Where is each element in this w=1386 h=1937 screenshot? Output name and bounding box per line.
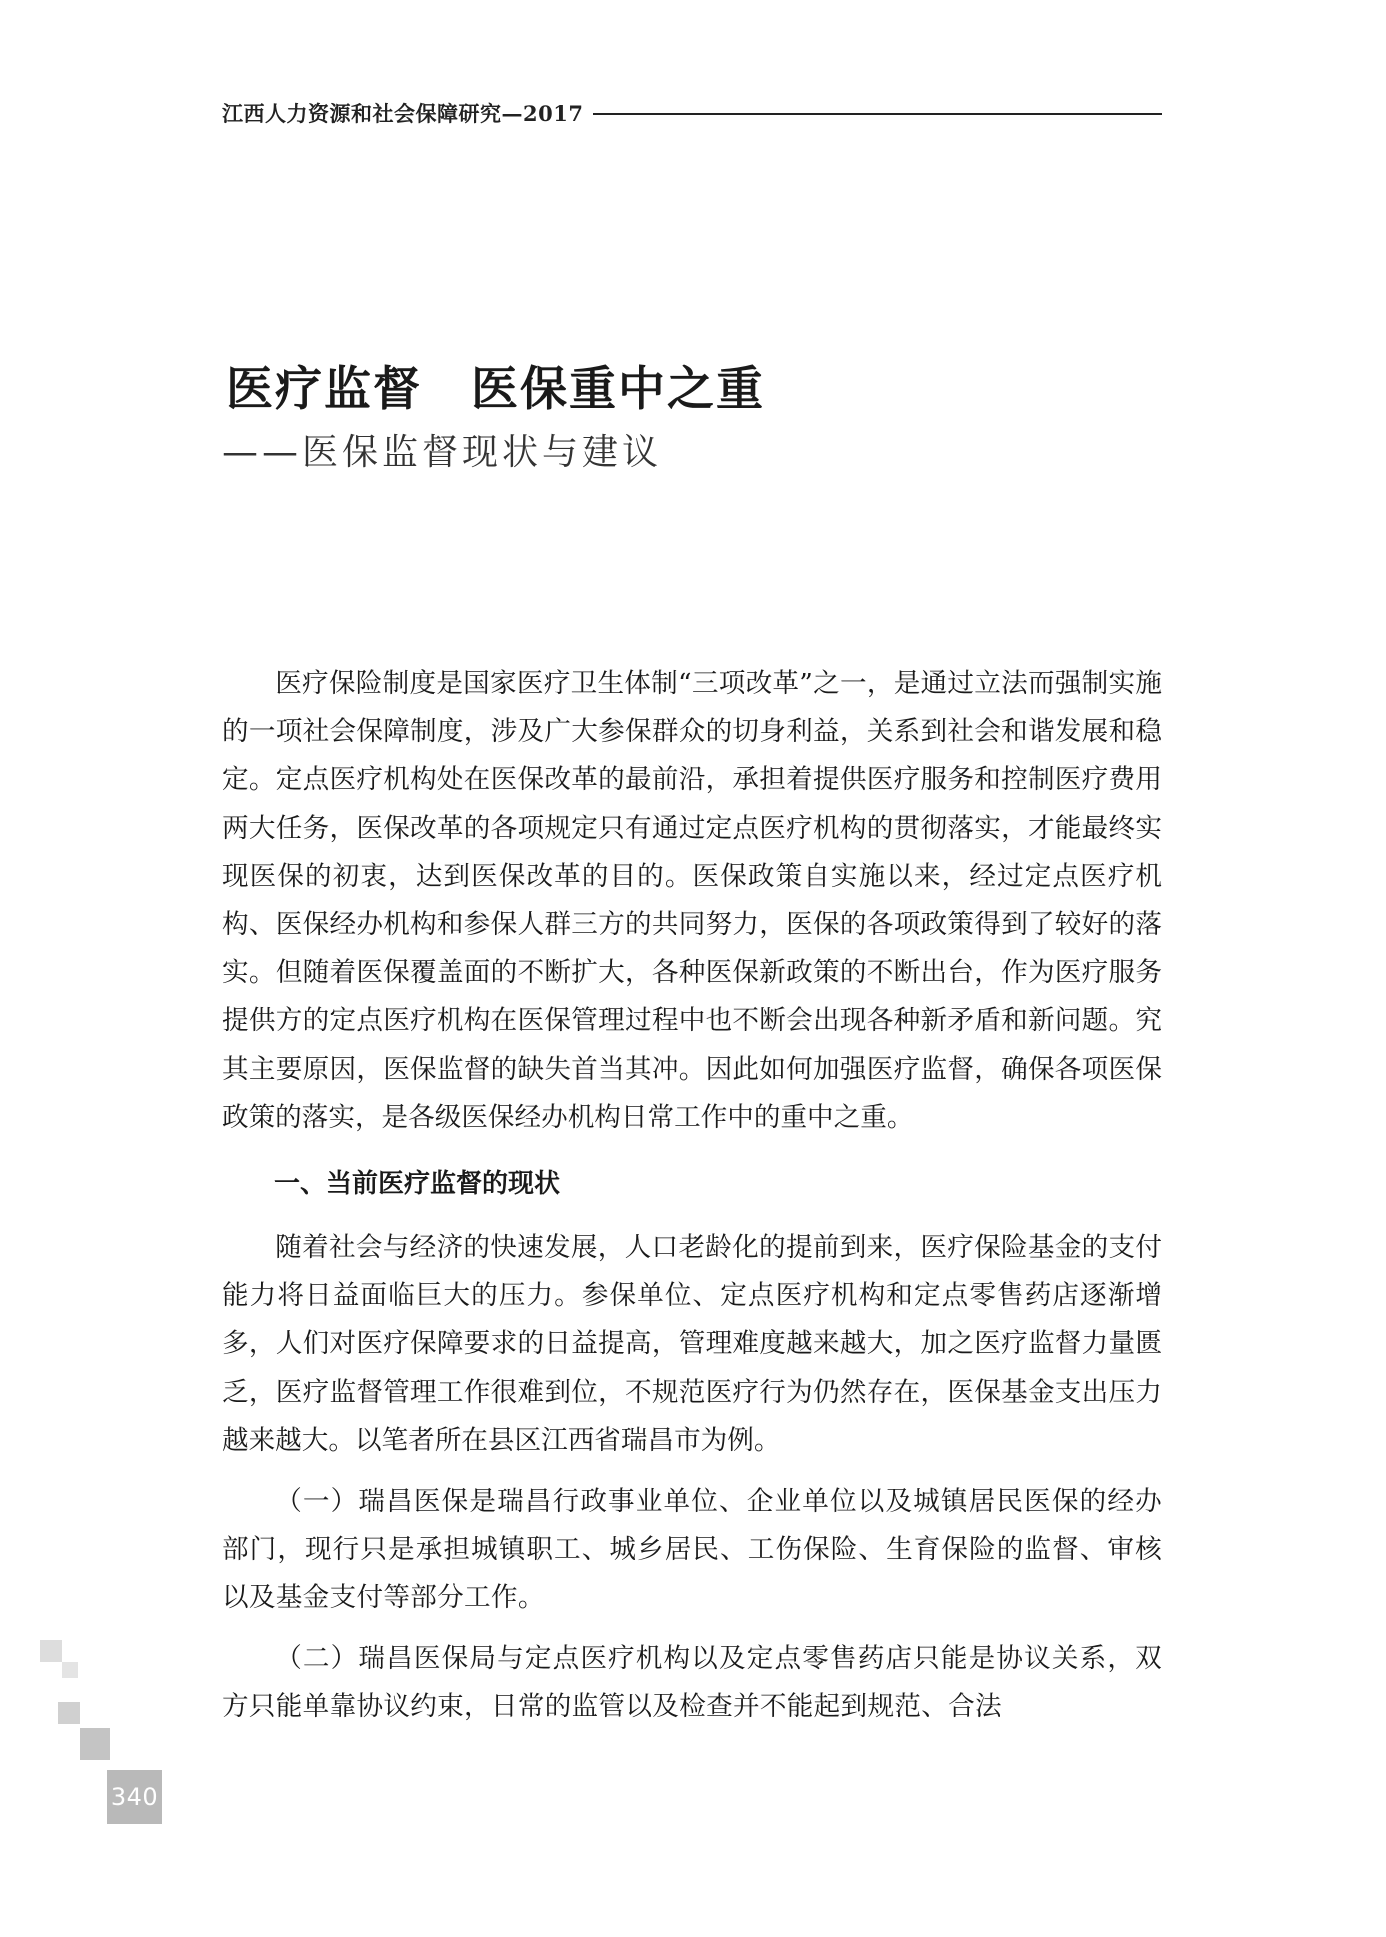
- intro-paragraph: 医疗保险制度是国家医疗卫生体制“三项改革”之一，是通过立法而强制实施的一项社会保障制度，涉及广大参保群众的切身利益，关系到社会和谐发展和稳定。定点医疗机构处在医保改革的最前沿，承担着提供医疗服务和控制医疗费用两大任务，医保改革的各项规定只有通过定点医疗机构的贯彻落实，才能最终实现医保的初衷，达到医保改革的目的。医保政策自实施以来，经过定点医疗机构、医保经办机构和参保人群三方的共同努力，医保的各项政策得到了较好的落实。但随着医保覆盖面的不断扩大，各种医保新政策的不断出台，作为医疗服务提供方的定点医疗机构在医保管理过程中也不断会出现各种新矛盾和新问题。究其主要原因，医保监督的缺失首当其冲。因此如何加强医疗监督，确保各项医保政策的落实，是各级医保经办机构日常工作中的重中之重。: [222, 668, 1162, 1133]
- running-header-title: 江西人力资源和社会保障研究—2017: [222, 101, 584, 126]
- list-item-1: （一）瑞昌医保是瑞昌行政事业单位、企业单位以及城镇居民医保的经办部门，现行只是承担城镇职工、城乡居民、工伤保险、生育保险的监督、审核以及基金支付等部分工作。: [222, 1486, 1162, 1613]
- section-intro-paragraph: 随着社会与经济的快速发展，人口老龄化的提前到来，医疗保险基金的支付能力将日益面临巨大的压力。参保单位、定点医疗机构和定点零售药店逐渐增多，人们对医疗保障要求的日益提高，管理难度越来越大，加之医疗监督力量匮乏，医疗监督管理工作很难到位，不规范医疗行为仍然存在，医保基金支出压力越来越大。以笔者所在县区江西省瑞昌市为例。: [222, 1232, 1162, 1456]
- article-subtitle: ——医保监督现状与建议: [222, 432, 663, 473]
- section-heading: 一、当前医疗监督的现状: [274, 1169, 561, 1200]
- deco-square-3: [58, 1702, 80, 1724]
- page-number: 340: [110, 1783, 159, 1811]
- running-header: [222, 96, 1162, 130]
- paragraph-gap: [222, 1465, 1162, 1477]
- list-item-2: （二）瑞昌医保局与定点医疗机构以及定点零售药店只能是协议关系，双方只能单靠协议约束，日常的监管以及检查并不能起到规范、合法: [222, 1642, 1162, 1721]
- deco-square-2: [62, 1662, 78, 1678]
- deco-square-4: [80, 1728, 110, 1760]
- article-body: [222, 660, 1162, 1730]
- page-number-box: [107, 1770, 162, 1824]
- deco-square-1: [40, 1640, 62, 1662]
- article-title: 医疗监督 医保重中之重: [226, 362, 765, 417]
- header-rule: [593, 113, 1162, 115]
- paragraph-gap: [222, 1622, 1162, 1634]
